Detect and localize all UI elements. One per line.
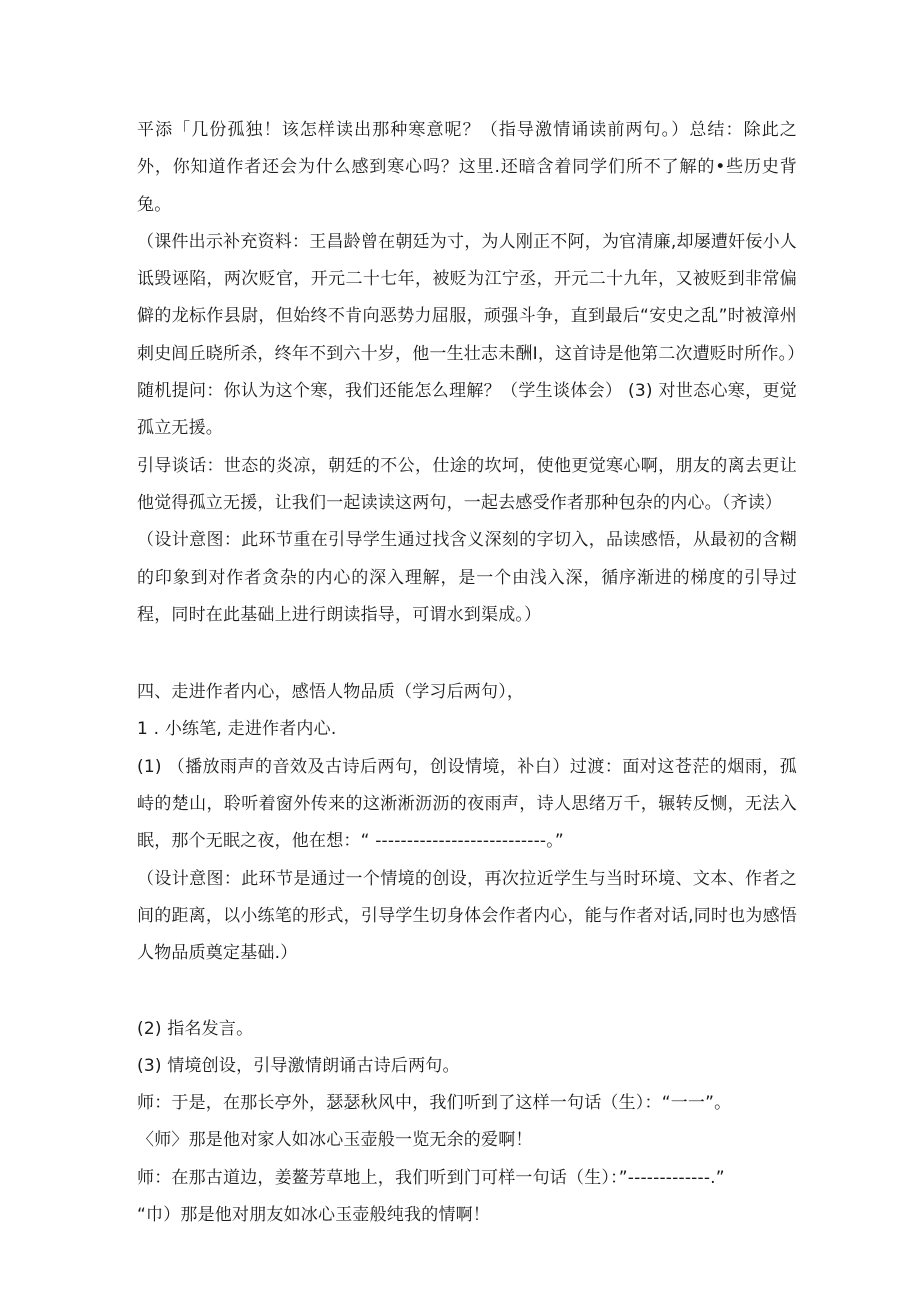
paragraph-design-intent-2: （设计意图：此环节是通过一个情境的创设，再次拉近学生与当时环境、文本、作者之间的距离，以小练笔的形式，引导学生切身体会作者内心，能与作者对话,同时也为感悟人物品质奠定基础.） [137, 868, 797, 964]
paragraph-teacher-response-2: “巾）那是他对朋友如冰心玉壶般纯我的情啊！ [137, 1205, 491, 1226]
paragraph-teacher-line-1: 师：于是，在那长亭外，瑟瑟秋风中，我们听到了这样一句话（生）：“一一”。 [137, 1093, 732, 1114]
paragraph-step-1: (1) （播放雨声的音效及古诗后两句，创设情境，补白）过渡：面对这苍茫的烟雨，孤峙的楚山，聆听着窗外传来的这淅淅沥沥的夜雨声，诗人思绪万千，辗转反恻，无法入眠，那个无眠之夜，他在想：“ ---------------------------。” [137, 756, 797, 852]
paragraph-teacher-line-2: 师：在那古道边，姜鳌芳草地上，我们听到门可样一句话（生）：”-------------.” [137, 1167, 725, 1188]
paragraph-design-intent-1: （设计意图：此环节重在引导学生通过找含义深刻的字切入，品读感悟，从最初的含糊的印象到对作者贪杂的内心的深入理解，是一个由浅入深，循序渐进的梯度的引导过程，同时在此基础上进行朗读指导，可谓水到渠成。） [137, 530, 797, 625]
section-heading-four: 四、走进作者内心，感悟人物品质（学习后两句）， [137, 682, 525, 703]
document-body [137, 112, 805, 1234]
paragraph-guided-talk: 引导谈话：世态的炎凉，朝廷的不公，仕途的坎坷，使他更觉寒心啊，朋友的离去更让他觉得孤立无援，让我们一起读读这两句，一起去感受作者那种包杂的内心。（齐读） [137, 455, 797, 513]
paragraph-step-3: (3) 情境创设，引导激情朗诵古诗后两句。 [137, 1055, 460, 1076]
subsection-heading-practice: 1 . 小练笔, 走进作者内心. [137, 719, 337, 740]
paragraph-intro: 平添「几份孤独！该怎样读出那种寒意呢？（指导激情诵读前两句。）总结：除此之外，你知道作者还会为什么感到寒心吗？这里.还暗含着同学们所不了解的•些历史背兔。 [137, 120, 797, 215]
paragraph-teacher-response-1: 〈师〉那是他对家人如冰心玉壶般一览无余的爱啊！ [137, 1130, 533, 1151]
paragraph-step-2: (2) 指名发言。 [137, 1018, 254, 1039]
paragraph-background-material: （课件出示补充资料：王昌龄曾在朝廷为寸，为人刚正不阿，为官清廉,却屡遭奸佞小人诋毁诬陷，两次贬官，开元二十七年，被贬为江宁丞，开元二十九年，又被贬到非常偏僻的龙标作县尉，但始终不肯向恶势力屈服，顽强斗争，直到最后“安史之乱”时被漳州刺史闾丘晓所杀，终年不到六十岁，他一生壮志未酬I，这首诗是他第二次遭贬时所作。） [137, 231, 805, 364]
section-gap [137, 973, 797, 1011]
section-gap [137, 634, 797, 674]
paragraph-random-question: 随机提问：你认为这个寒，我们还能怎么理解？（学生谈体会） (3) 对世态心寒，更觉孤立无援。 [137, 381, 797, 439]
